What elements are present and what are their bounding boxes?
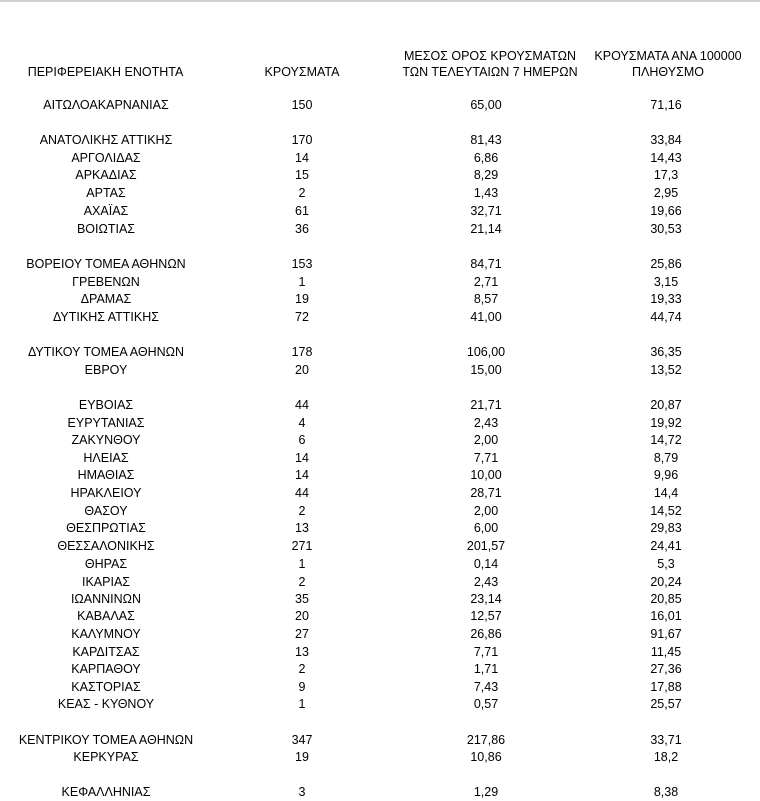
avg-7-days-cell: 10,86: [470, 750, 502, 764]
avg-7-days-cell: 7,71: [473, 451, 499, 465]
cases-cell: 14: [295, 451, 309, 465]
header-cases: ΚΡΟΥΣΜΑΤΑ: [264, 65, 340, 79]
per-100k-cell: 71,16: [650, 98, 682, 112]
avg-7-days-cell: 0,57: [473, 697, 499, 711]
header-region: ΠΕΡΙΦΕΡΕΙΑΚΗ ΕΝΟΤΗΤΑ: [27, 65, 184, 79]
region-cell: ΑΝΑΤΟΛΙΚΗΣ ΑΤΤΙΚΗΣ: [39, 133, 173, 147]
table-row: [0, 220, 760, 238]
cases-cell: 2: [298, 504, 306, 518]
region-cell: ΔΥΤΙΚΟΥ ΤΟΜΕΑ ΑΘΗΝΩΝ: [27, 345, 185, 359]
cases-cell: 44: [295, 486, 309, 500]
avg-7-days-cell: 7,43: [473, 680, 499, 694]
header-cases-per-100k: [578, 48, 758, 80]
per-100k-cell: 91,67: [650, 627, 682, 641]
cases-cell: 2: [298, 575, 306, 589]
per-100k-cell: 3,15: [653, 275, 679, 289]
table-row: [0, 466, 760, 484]
per-100k-cell: 14,43: [650, 151, 682, 165]
avg-7-days-cell: 1,29: [473, 785, 499, 799]
per-100k-cell: 33,71: [650, 733, 682, 747]
avg-7-days-cell: 15,00: [470, 363, 502, 377]
cases-cell: 2: [298, 662, 306, 676]
per-100k-cell: 8,38: [653, 785, 679, 799]
table-row: [0, 695, 760, 713]
per-100k-cell: 20,24: [650, 575, 682, 589]
per-100k-cell: 8,79: [653, 451, 679, 465]
avg-7-days-cell: 10,00: [470, 468, 502, 482]
avg-7-days-cell: 106,00: [466, 345, 506, 359]
avg-7-days-cell: 81,43: [470, 133, 502, 147]
per-100k-cell: 17,3: [653, 168, 679, 182]
avg-7-days-cell: 1,43: [473, 186, 499, 200]
per-100k-cell: 33,84: [650, 133, 682, 147]
per-100k-cell: 9,96: [653, 468, 679, 482]
cases-cell: 19: [295, 292, 309, 306]
cases-cell: 13: [295, 521, 309, 535]
region-cell: ΗΜΑΘΙΑΣ: [77, 468, 135, 482]
region-cell: ΚΕΑΣ - ΚΥΘΝΟΥ: [57, 697, 155, 711]
cases-cell: 15: [295, 168, 309, 182]
table-row: [0, 361, 760, 379]
region-cell: ΓΡΕΒΕΝΩΝ: [72, 275, 140, 289]
table-row: [0, 643, 760, 661]
per-100k-cell: 19,33: [650, 292, 682, 306]
per-100k-cell: 16,01: [650, 609, 682, 623]
region-cell: ΘΕΣΣΑΛΟΝΙΚΗΣ: [57, 539, 155, 553]
avg-7-days-cell: 84,71: [470, 257, 502, 271]
per-100k-cell: 20,87: [650, 398, 682, 412]
region-cell: ΑΡΤΑΣ: [86, 186, 126, 200]
region-cell: ΑΡΚΑΔΙΑΣ: [75, 168, 137, 182]
table-row: [0, 166, 760, 184]
cases-cell: 1: [298, 275, 306, 289]
cases-cell: 2: [298, 186, 306, 200]
cases-cell: 1: [298, 557, 306, 571]
region-cell: ΚΕΡΚΥΡΑΣ: [73, 750, 139, 764]
table-row: [0, 290, 760, 308]
top-divider: [0, 0, 760, 2]
cases-cell: 44: [295, 398, 309, 412]
table-row: [0, 343, 760, 361]
table-row: [0, 678, 760, 696]
avg-7-days-cell: 12,57: [470, 609, 502, 623]
cases-cell: 61: [295, 204, 309, 218]
avg-7-days-cell: 2,00: [473, 504, 499, 518]
cases-cell: 13: [295, 645, 309, 659]
region-cell: ΑΙΤΩΛΟΑΚΑΡΝΑΝΙΑΣ: [43, 98, 169, 112]
avg-7-days-cell: 6,00: [473, 521, 499, 535]
per-100k-cell: 14,4: [653, 486, 679, 500]
avg-7-days-cell: 8,29: [473, 168, 499, 182]
table-row: [0, 184, 760, 202]
cases-cell: 150: [291, 98, 313, 112]
cases-cell: 35: [295, 592, 309, 606]
header-avg-line-1: ΜΕΣΟΣ ΟΡΟΣ ΚΡΟΥΣΜΑΤΩΝ: [403, 49, 577, 63]
cases-cell: 347: [291, 733, 313, 747]
cases-cell: 3: [298, 785, 306, 799]
cases-cell: 4: [298, 416, 306, 430]
cases-cell: 271: [291, 539, 313, 553]
table-row: [0, 308, 760, 326]
region-cell: ΙΩΑΝΝΙΝΩΝ: [70, 592, 142, 606]
avg-7-days-cell: 2,43: [473, 575, 499, 589]
table-row: [0, 202, 760, 220]
table-row: [0, 590, 760, 608]
region-cell: ΚΑΒΑΛΑΣ: [77, 609, 135, 623]
per-100k-cell: 13,52: [650, 363, 682, 377]
table-row: [0, 396, 760, 414]
avg-7-days-cell: 21,71: [470, 398, 502, 412]
cases-cell: 153: [291, 257, 313, 271]
table-row: [0, 660, 760, 678]
avg-7-days-cell: 21,14: [470, 222, 502, 236]
table-row: [0, 96, 760, 114]
table-row: [0, 431, 760, 449]
avg-7-days-cell: 2,43: [473, 416, 499, 430]
per-100k-cell: 19,92: [650, 416, 682, 430]
avg-7-days-cell: 8,57: [473, 292, 499, 306]
region-cell: ΕΥΡΥΤΑΝΙΑΣ: [67, 416, 145, 430]
header-avg-line-2: ΤΩΝ ΤΕΛΕΥΤΑΙΩΝ 7 ΗΜΕΡΩΝ: [402, 65, 578, 79]
per-100k-cell: 25,57: [650, 697, 682, 711]
table-row: [0, 625, 760, 643]
cases-cell: 9: [298, 680, 306, 694]
per-100k-cell: 30,53: [650, 222, 682, 236]
table-row: [0, 149, 760, 167]
avg-7-days-cell: 41,00: [470, 310, 502, 324]
table-row: [0, 783, 760, 801]
avg-7-days-cell: 32,71: [470, 204, 502, 218]
per-100k-cell: 5,3: [657, 557, 675, 571]
avg-7-days-cell: 26,86: [470, 627, 502, 641]
cases-cell: 20: [295, 609, 309, 623]
table-row: [0, 537, 760, 555]
avg-7-days-cell: 201,57: [466, 539, 506, 553]
avg-7-days-cell: 1,71: [473, 662, 499, 676]
avg-7-days-cell: 217,86: [466, 733, 506, 747]
header-per-line-1: ΚΡΟΥΣΜΑΤΑ ΑΝΑ 100000: [594, 49, 742, 63]
region-cell: ΔΡΑΜΑΣ: [80, 292, 132, 306]
avg-7-days-cell: 6,86: [473, 151, 499, 165]
table-row: [0, 731, 760, 749]
per-100k-cell: 44,74: [650, 310, 682, 324]
table-row: [0, 748, 760, 766]
table-row: [0, 519, 760, 537]
region-cell: ΚΕΦΑΛΛΗΝΙΑΣ: [61, 785, 151, 799]
cases-cell: 170: [291, 133, 313, 147]
cases-cell: 14: [295, 151, 309, 165]
per-100k-cell: 2,95: [653, 186, 679, 200]
per-100k-cell: 14,72: [650, 433, 682, 447]
region-cell: ΚΑΛΥΜΝΟΥ: [71, 627, 141, 641]
per-100k-cell: 14,52: [650, 504, 682, 518]
region-cell: ΕΥΒΟΙΑΣ: [78, 398, 134, 412]
region-cell: ΖΑΚΥΝΘΟΥ: [71, 433, 141, 447]
cases-cell: 1: [298, 697, 306, 711]
table-row: [0, 555, 760, 573]
region-cell: ΘΗΡΑΣ: [84, 557, 128, 571]
avg-7-days-cell: 65,00: [470, 98, 502, 112]
avg-7-days-cell: 23,14: [470, 592, 502, 606]
region-cell: ΑΡΓΟΛΙΔΑΣ: [71, 151, 141, 165]
per-100k-cell: 29,83: [650, 521, 682, 535]
table-row: [0, 449, 760, 467]
per-100k-cell: 36,35: [650, 345, 682, 359]
table-row: [0, 255, 760, 273]
region-cell: ΗΛΕΙΑΣ: [83, 451, 129, 465]
table-row: [0, 414, 760, 432]
avg-7-days-cell: 28,71: [470, 486, 502, 500]
region-cell: ΘΑΣΟΥ: [84, 504, 128, 518]
region-cell: ΒΟΙΩΤΙΑΣ: [76, 222, 136, 236]
region-cell: ΗΡΑΚΛΕΙΟΥ: [70, 486, 142, 500]
table-row: [0, 502, 760, 520]
cases-cell: 6: [298, 433, 306, 447]
avg-7-days-cell: 2,00: [473, 433, 499, 447]
table-row: [0, 573, 760, 591]
per-100k-cell: 17,88: [650, 680, 682, 694]
per-100k-cell: 20,85: [650, 592, 682, 606]
cases-cell: 20: [295, 363, 309, 377]
table-row: [0, 607, 760, 625]
region-cell: ΘΕΣΠΡΩΤΙΑΣ: [66, 521, 146, 535]
avg-7-days-cell: 2,71: [473, 275, 499, 289]
per-100k-cell: 11,45: [650, 645, 682, 659]
region-cell: ΔΥΤΙΚΗΣ ΑΤΤΙΚΗΣ: [53, 310, 159, 324]
region-cell: ΚΑΡΔΙΤΣΑΣ: [72, 645, 140, 659]
avg-7-days-cell: 7,71: [473, 645, 499, 659]
header-per-line-2: ΠΛΗΘΥΣΜΟ: [632, 65, 704, 79]
cases-cell: 72: [295, 310, 309, 324]
per-100k-cell: 19,66: [650, 204, 682, 218]
region-cell: ΚΕΝΤΡΙΚΟΥ ΤΟΜΕΑ ΑΘΗΝΩΝ: [18, 733, 194, 747]
cases-cell: 19: [295, 750, 309, 764]
per-100k-cell: 25,86: [650, 257, 682, 271]
region-cell: ΕΒΡΟΥ: [84, 363, 128, 377]
avg-7-days-cell: 0,14: [473, 557, 499, 571]
cases-cell: 36: [295, 222, 309, 236]
table-row: [0, 273, 760, 291]
region-cell: ΚΑΣΤΟΡΙΑΣ: [71, 680, 141, 694]
cases-cell: 27: [295, 627, 309, 641]
region-cell: ΙΚΑΡΙΑΣ: [81, 575, 131, 589]
cases-cell: 178: [291, 345, 313, 359]
table-row: [0, 484, 760, 502]
header-avg-7-days: [385, 48, 595, 80]
cases-cell: 14: [295, 468, 309, 482]
table-row: [0, 131, 760, 149]
per-100k-cell: 27,36: [650, 662, 682, 676]
per-100k-cell: 18,2: [653, 750, 679, 764]
region-cell: ΑΧΑΪΑΣ: [83, 204, 129, 218]
per-100k-cell: 24,41: [650, 539, 682, 553]
region-cell: ΚΑΡΠΑΘΟΥ: [71, 662, 141, 676]
region-cell: ΒΟΡΕΙΟΥ ΤΟΜΕΑ ΑΘΗΝΩΝ: [26, 257, 186, 271]
